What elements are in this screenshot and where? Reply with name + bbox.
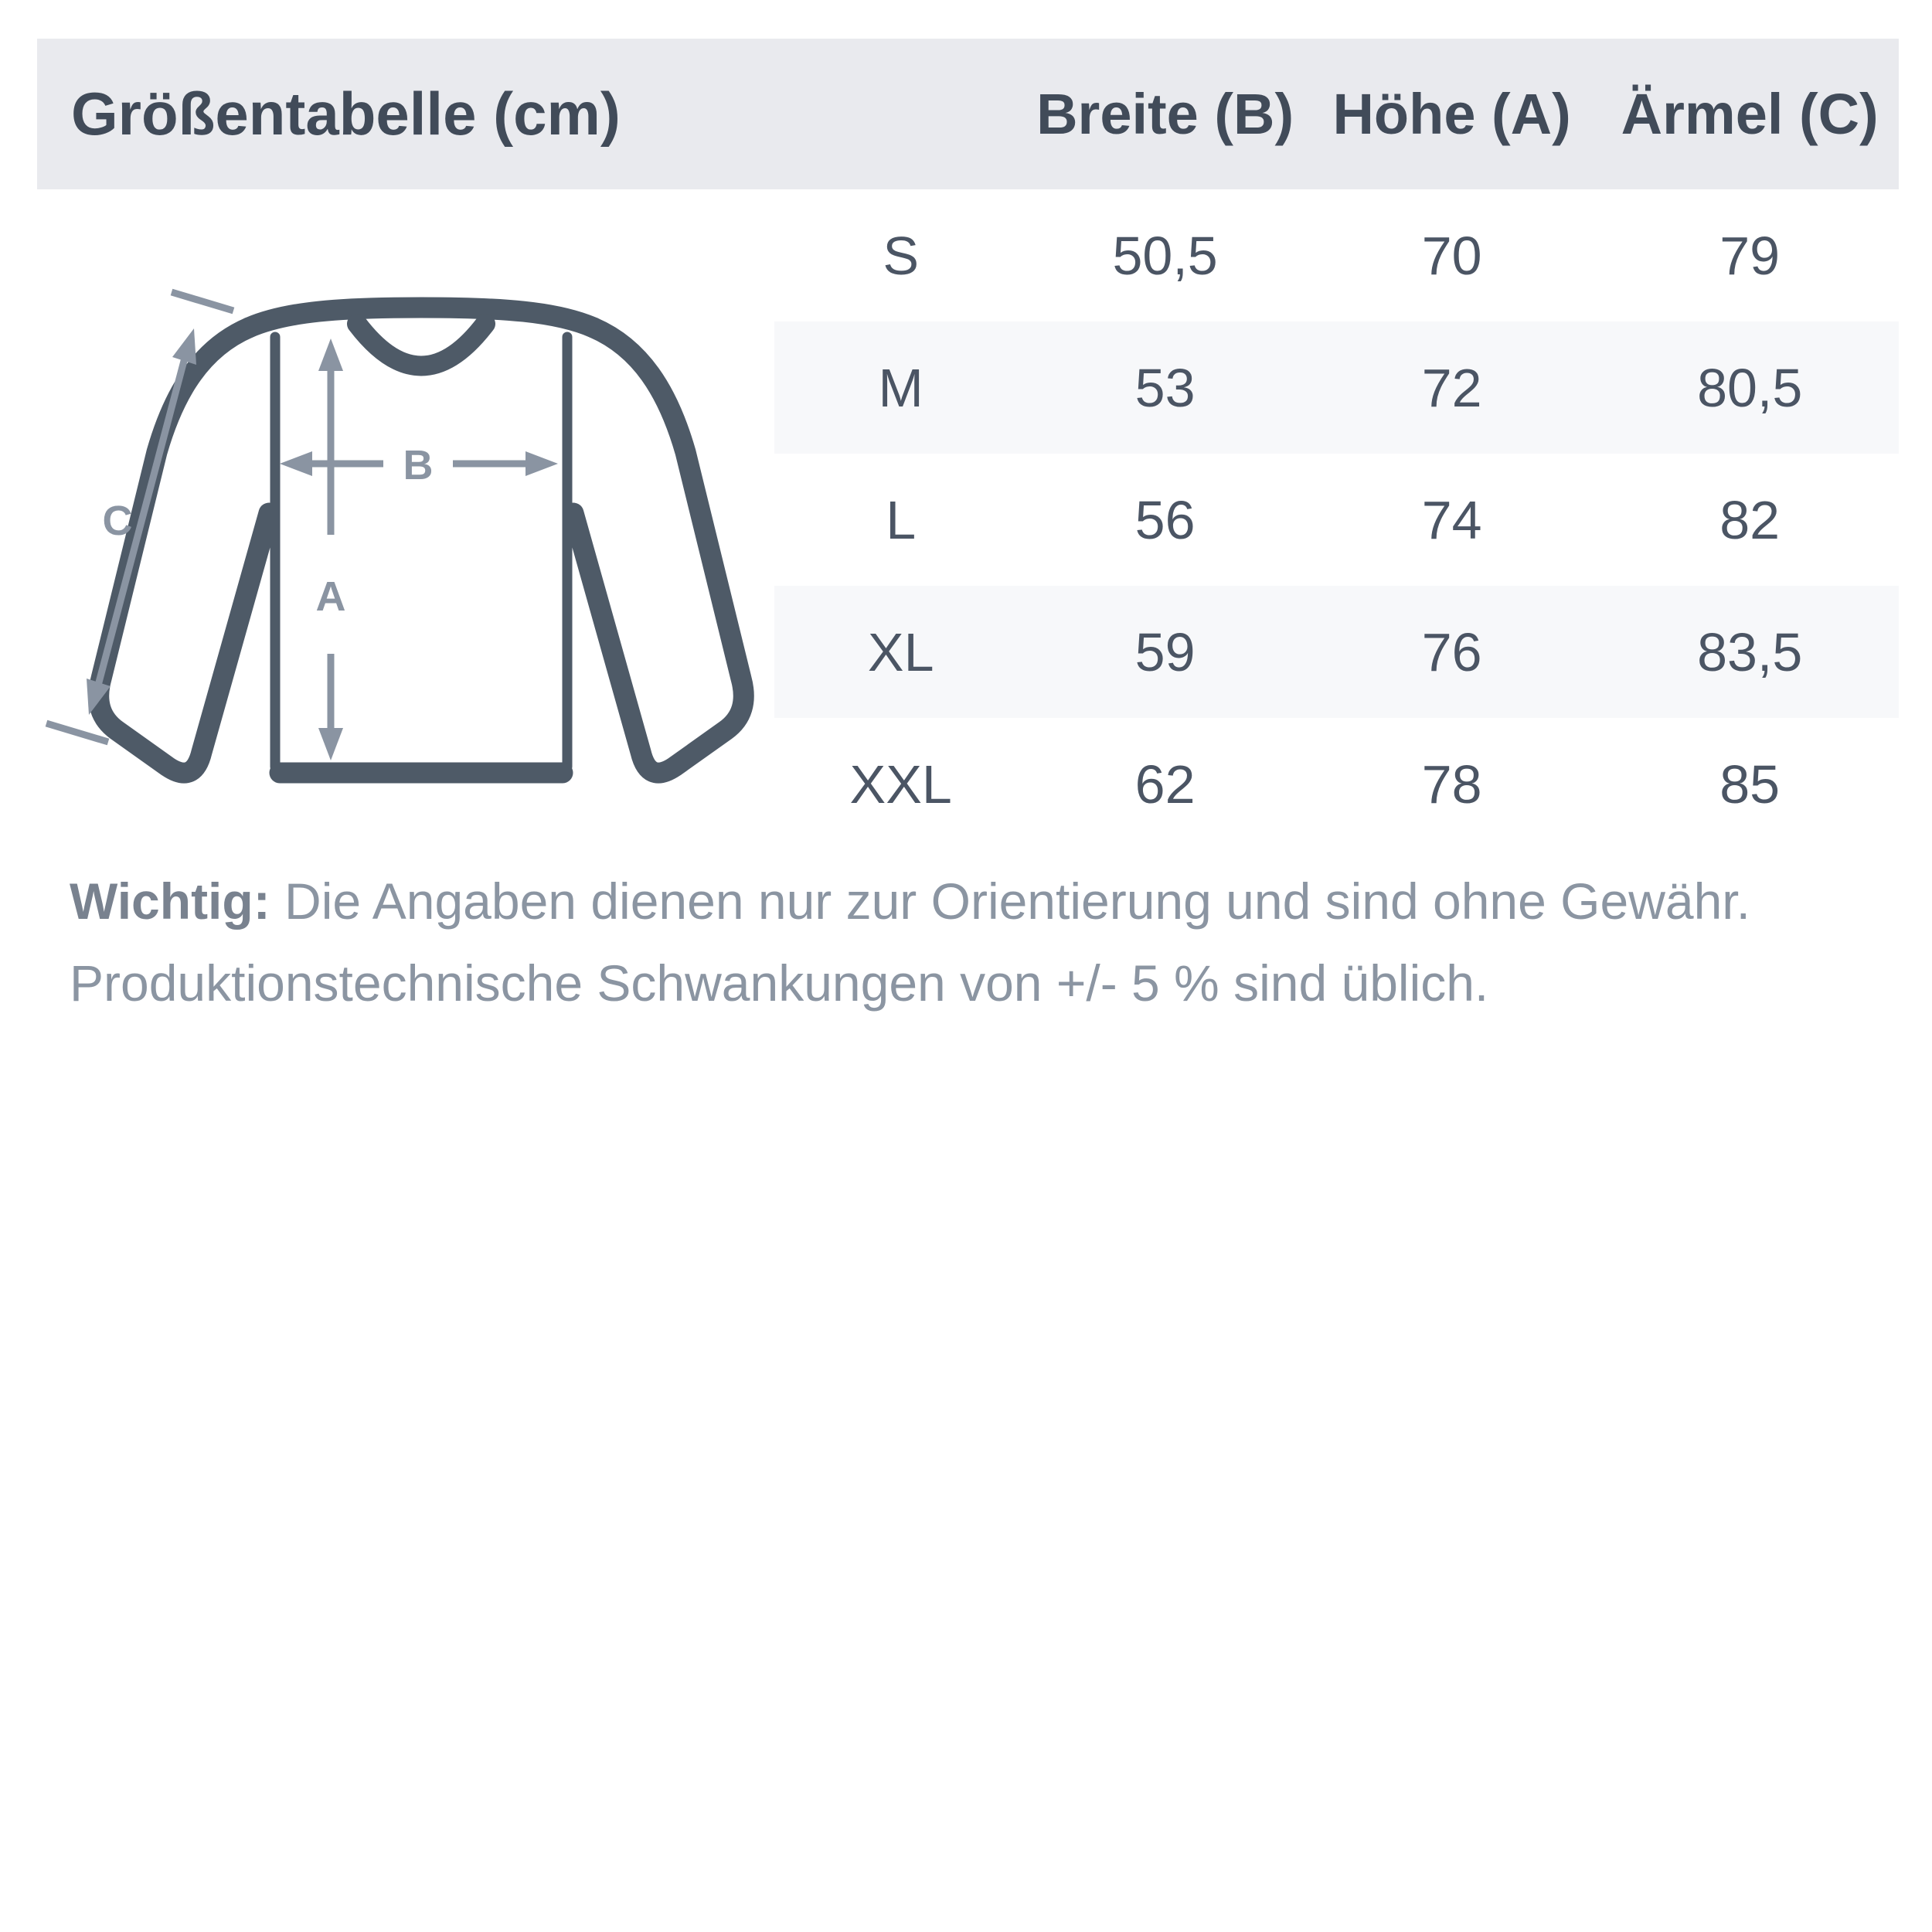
- disclaimer-line-2: Produktionstechnische Schwankungen von +/- 5 % sind üblich.: [70, 954, 1489, 1012]
- size-label: XL: [867, 621, 934, 682]
- breite-value: 56: [1134, 489, 1196, 550]
- table-row-xl: [774, 586, 1899, 718]
- dimension-arrow-b: [280, 442, 558, 488]
- table-row-l: [774, 454, 1899, 586]
- aermel-value: 85: [1719, 753, 1781, 815]
- label-c: C: [102, 498, 133, 544]
- disclaimer-lead: Wichtig:: [70, 872, 270, 930]
- table-row-s: [774, 189, 1899, 321]
- table-row-m: [774, 321, 1899, 454]
- column-header-hoehe: Höhe (A): [1332, 82, 1571, 146]
- disclaimer-text-1: Die Angaben dienen nur zur Orientierung und sind ohne Gewähr.: [270, 872, 1750, 930]
- hoehe-value: 70: [1421, 225, 1482, 286]
- breite-value: 50,5: [1112, 225, 1218, 286]
- column-header-aermel: Ärmel (C): [1621, 82, 1879, 146]
- aermel-value: 80,5: [1697, 357, 1803, 418]
- sweater-outline-icon: [99, 308, 744, 773]
- size-label: L: [886, 489, 917, 550]
- hoehe-value: 78: [1421, 753, 1482, 815]
- table-row-xxl: [774, 718, 1899, 850]
- size-label: S: [883, 225, 920, 286]
- dimension-arrow-a: [316, 338, 346, 760]
- size-label: XXL: [849, 753, 952, 815]
- table-column-headers: [774, 39, 1899, 189]
- label-b: B: [403, 442, 434, 488]
- size-table: [774, 189, 1899, 850]
- hoehe-value: 76: [1421, 621, 1482, 682]
- disclaimer-note: [70, 860, 1893, 1024]
- aermel-value: 82: [1719, 489, 1781, 550]
- label-a: A: [315, 573, 346, 620]
- hoehe-value: 72: [1421, 357, 1482, 418]
- disclaimer-line-1: [70, 860, 1893, 942]
- size-chart-title: Größentabelle (cm): [71, 80, 621, 148]
- hoehe-value: 74: [1421, 489, 1482, 550]
- breite-value: 53: [1134, 357, 1196, 418]
- breite-value: 59: [1134, 621, 1196, 682]
- aermel-value: 79: [1719, 225, 1781, 286]
- breite-value: 62: [1134, 753, 1196, 815]
- sweater-measurement-diagram: [0, 0, 850, 889]
- column-header-breite: Breite (B): [1036, 82, 1294, 146]
- aermel-value: 83,5: [1697, 621, 1803, 682]
- size-label: M: [878, 357, 923, 418]
